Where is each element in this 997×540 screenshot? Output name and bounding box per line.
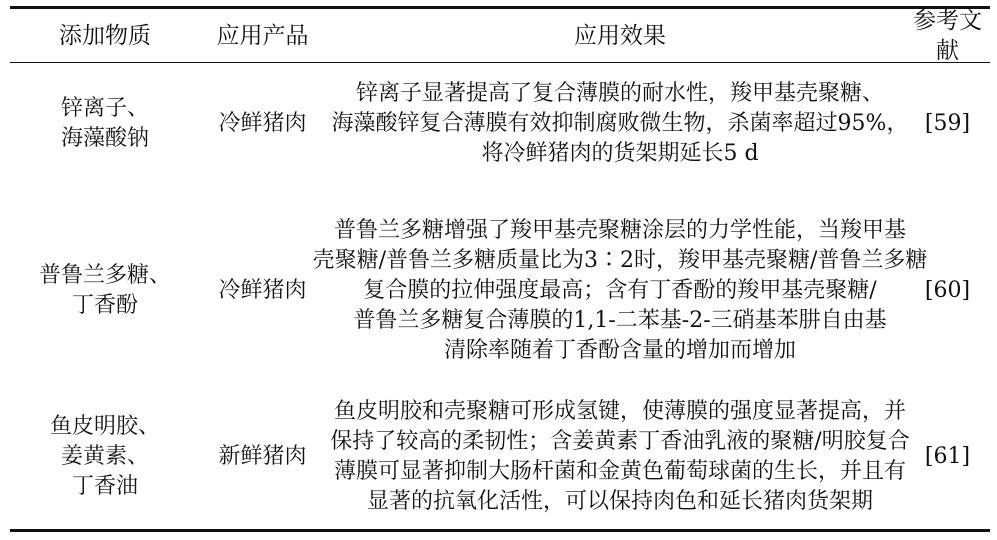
effect-line: 普鲁兰多糖增强了羧甲基壳聚糖涂层的力学性能，当羧甲基	[333, 218, 906, 243]
effect-line: 锌离子显著提高了复合薄膜的耐水性，羧甲基壳聚糖、	[355, 81, 884, 106]
header-reference: 参考文献	[913, 8, 982, 64]
additive-line: 丁香油	[71, 474, 138, 499]
data-table	[10, 6, 990, 532]
reference-cell: [60]	[924, 278, 971, 303]
additive-cell	[10, 65, 200, 183]
effect-cell	[312, 199, 928, 383]
effect-line: 普鲁兰多糖复合薄膜的1,1-二苯基-2-三硝基苯肼自由基	[353, 308, 887, 333]
product-cell: 冷鲜猪肉	[218, 278, 307, 303]
effect-line: 清除率随着丁香酚含量的增加而增加	[443, 338, 796, 363]
additive-line: 普鲁兰多糖、	[38, 263, 171, 288]
effect-cell	[325, 65, 915, 183]
reference-cell: [59]	[924, 111, 971, 136]
effect-line: 将冷鲜猪肉的货架期延长5 d	[481, 141, 759, 166]
table-row	[10, 65, 990, 183]
additive-line: 鱼皮明胶、	[49, 414, 160, 439]
header-effect: 应用效果	[574, 23, 666, 49]
effect-cell	[325, 384, 915, 530]
header-product: 应用产品	[216, 23, 309, 49]
table-row	[10, 384, 990, 530]
additive-line: 丁香酚	[71, 293, 138, 318]
table-header-row	[10, 9, 990, 63]
additive-cell	[10, 384, 200, 530]
reference-cell: [61]	[924, 444, 971, 469]
additive-line: 锌离子、	[60, 96, 149, 121]
additive-line: 姜黄素、	[60, 444, 149, 469]
additive-line: 海藻酸钠	[60, 126, 149, 151]
effect-line: 鱼皮明胶和壳聚糖可形成氢键，使薄膜的强度显著提高，并	[333, 399, 906, 424]
table-row	[10, 199, 990, 383]
header-additive: 添加物质	[59, 23, 151, 49]
product-cell: 冷鲜猪肉	[218, 111, 307, 136]
effect-line: 海藻酸锌复合薄膜有效抑制腐败微生物，杀菌率超过95%，	[331, 111, 909, 136]
additive-cell	[10, 199, 200, 383]
effect-line: 显著的抗氧化活性，可以保持肉色和延长猪肉货架期	[366, 489, 873, 514]
effect-line: 薄膜可显著抑制大肠杆菌和金黄色葡萄球菌的生长，并且有	[333, 459, 906, 484]
effect-line: 壳聚糖/普鲁兰多糖质量比为3∶2时，羧甲基壳聚糖/普鲁兰多糖	[312, 248, 928, 273]
product-cell: 新鲜猪肉	[218, 444, 307, 469]
effect-line: 保持了较高的柔韧性；含姜黄素丁香油乳液的聚糖/明胶复合	[330, 429, 910, 454]
effect-line: 复合膜的拉伸强度最高；含有丁香酚的羧甲基壳聚糖/	[363, 278, 877, 303]
